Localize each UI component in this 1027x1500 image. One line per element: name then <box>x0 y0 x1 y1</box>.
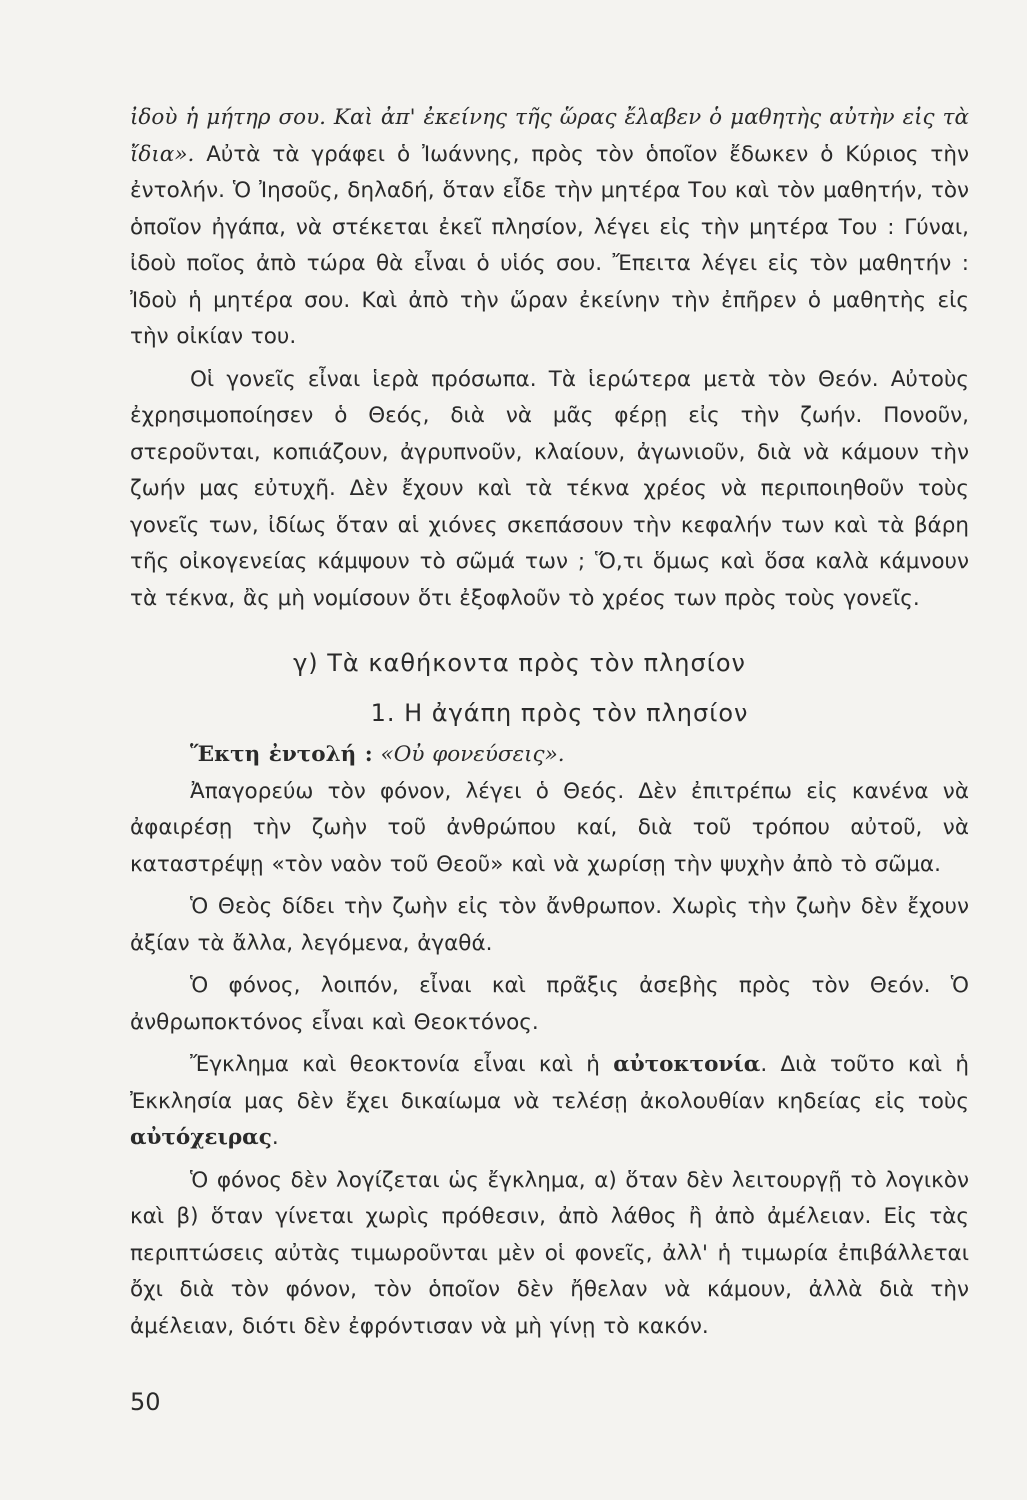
section-title: γ) Τὰ καθήκοντα πρὸς τὸν πλησίον <box>293 649 746 677</box>
paragraph-7: Ὁ φόνος δὲν λογίζεται ὡς ἔγκλημα, α) ὅταν δὲν λειτουργῇ τὸ λογικὸν καὶ β) ὅταν γίνεται χωρὶς πρόθεσιν, ἀπὸ λάθος ἢ ἀπὸ ἀμέλειαν. Εἰς τὰς περιπτώσεις αὐτὰς τιμωροῦνται μὲν οἱ φονεῖς, ἀλλ' ἡ τιμωρία ἐπιβάλλεται ὄχι διὰ τὸν φόνον, τὸν ὁποῖον δὲν ἤθελαν νὰ κάμουν, ἀλλὰ διὰ τὴν ἀμέλειαν, διότι δὲν ἐφρόντισαν νὰ μὴ γίνῃ τὸ κακόν. <box>130 1167 969 1339</box>
paragraph-3: Ἀπαγορεύω τὸν φόνον, λέγει ὁ Θεός. Δὲν ἐπιτρέπω εἰς κανένα νὰ ἀφαιρέσῃ τὴν ζωὴν τοῦ ἀνθρώπου καί, διὰ τοῦ τρόπου αὐτοῦ, νὰ καταστρέψῃ «τὸν ναὸν τοῦ Θεοῦ» καὶ νὰ χωρίσῃ τὴν ψυχὴν ἀπὸ τὸ σῶμα. <box>130 778 969 877</box>
paragraph-1-text: Αὐτὰ τὰ γράφει ὁ Ἰωάννης, πρὸς τὸν ὁποῖον ἔδωκεν ὁ Κύριος τὴν ἐντολήν. Ὁ Ἰησοῦς, δηλαδή, ὅταν εἶδε τὴν μητέρα Του καὶ τὸν μαθητήν, τὸν ὁποῖον ἠγάπα, νὰ στέκεται ἐκεῖ πλησίον, λέγει εἰς τὴν μητέρα Του : Γύναι, ἰδοὺ ποῖος ἀπὸ τώρα θὰ εἶναι ὁ υἱός σου. Ἔπειτα λέγει εἰς τὸν μαθητήν : Ἰδοὺ ἡ μητέρα σου. Καὶ ἀπὸ τὴν ὥραν ἐκείνην τὴν ἐπῆρεν ὁ μαθητὴς εἰς τὴν οἰκίαν του. <box>130 141 969 349</box>
page-text <box>130 100 969 1345</box>
subsection-title: 1. Η ἀγάπη πρὸς τὸν πλησίον <box>370 699 749 727</box>
term-suicides: αὐτόχειρας <box>130 1125 272 1150</box>
paragraph-4: Ὁ Θεὸς δίδει τὴν ζωὴν εἰς τὸν ἄνθρωπον. Χωρὶς τὴν ζωὴν δὲν ἔχουν ἀξίαν τὰ ἄλλα, λεγόμενα, ἀγαθά. <box>130 894 969 956</box>
paragraph-2: Οἱ γονεῖς εἶναι ἱερὰ πρόσωπα. Τὰ ἱερώτερα μετὰ τὸν Θεόν. Αὐτοὺς ἐχρησιμοποίησεν ὁ Θεός, διὰ νὰ μᾶς φέρῃ εἰς τὴν ζωήν. Πονοῦν, στεροῦνται, κοπιάζουν, ἀγρυπνοῦν, κλαίουν, ἀγωνιοῦν, διὰ νὰ κάμουν τὴν ζωήν μας εὐτυχῆ. Δὲν ἔχουν καὶ τὰ τέκνα χρέος νὰ περιποιηθοῦν τοὺς γονεῖς των, ἰδίως ὅταν αἱ χιόνες σκεπάσουν τὴν κεφαλήν των καὶ τὰ βάρη τῆς οἰκογενείας κάμψουν τὸ σῶμά των ; Ὅ,τι ὅμως καὶ ὅσα καλὰ κάμνουν τὰ τέκνα, ἂς μὴ νομίσουν ὅτι ἐξοφλοῦν τὸ χρέος των πρὸς τοὺς γονεῖς. <box>130 366 969 611</box>
gospel-quote: ἰδοὺ ἡ μήτηρ σου. Καὶ ἀπ' ἐκείνης τῆς ὥρας ἔλαβεν ὁ μαθητὴς αὐτὴν εἰς τὰ ἴδια». <box>130 105 969 167</box>
paragraph-6-text-a: Ἔγκλημα καὶ θεοκτονία εἶναι καὶ ἡ <box>190 1052 614 1077</box>
paragraph-6 <box>130 1047 969 1157</box>
commandment-label: Ἕκτη ἐντολή : <box>190 742 373 767</box>
paragraph-1 <box>130 100 969 356</box>
paragraph-6-text-b: . Διὰ τοῦτο καὶ ἡ Ἐκκλησία μας δὲν ἔχει δικαίωμα νὰ τελέσῃ ἀκολουθίαν κηδείας εἰς τοὺς <box>130 1052 969 1114</box>
paragraph-6-text-c: . <box>271 1125 279 1150</box>
commandment-quote: «Οὐ φονεύσεις». <box>380 742 565 767</box>
commandment-line <box>130 737 969 774</box>
term-suicide: αὐτοκτονία <box>613 1052 761 1077</box>
paragraph-5: Ὁ φόνος, λοιπόν, εἶναι καὶ πρᾶξις ἀσεβὴς πρὸς τὸν Θεόν. Ὁ ἀνθρωποκτόνος εἶναι καὶ Θεοκτόνος. <box>130 973 969 1035</box>
page-number: 50 <box>130 1388 161 1416</box>
